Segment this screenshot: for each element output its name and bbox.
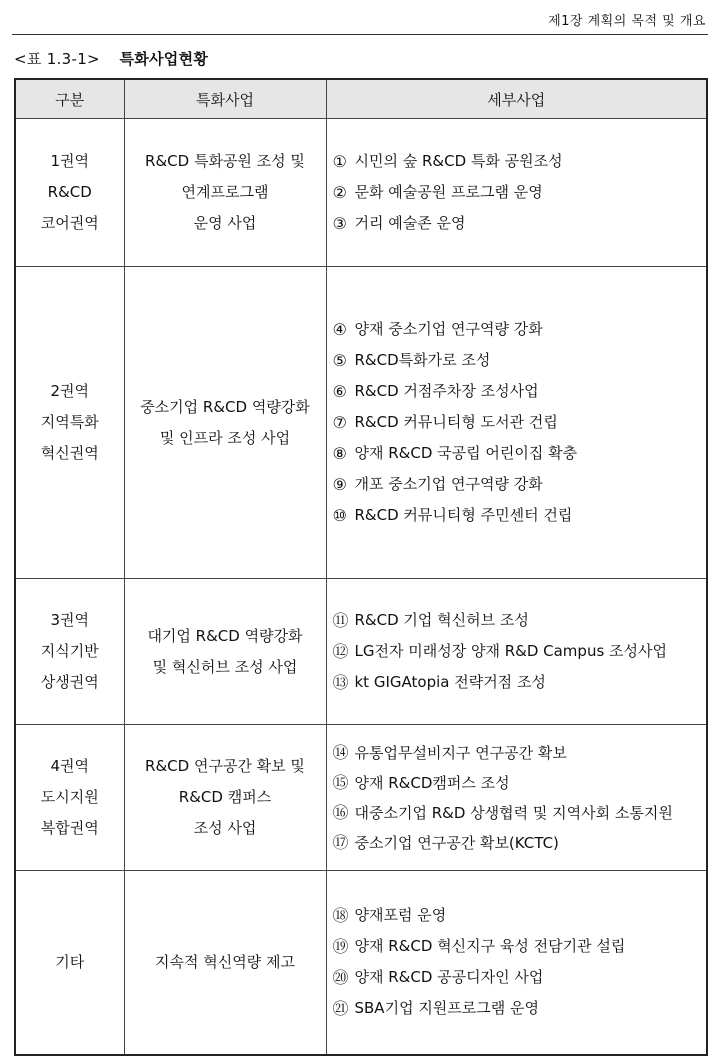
region-line: 3권역 xyxy=(50,611,90,629)
region-line: 2권역 xyxy=(50,382,90,400)
table-title: 특화사업현황 xyxy=(119,50,209,68)
detail-item xyxy=(333,177,707,208)
item-number: ⑨ xyxy=(332,475,347,494)
region-line: 코어권역 xyxy=(40,214,99,232)
header-detail-business: 세부사업 xyxy=(326,79,707,119)
detail-cell xyxy=(326,725,707,871)
item-text: 대중소기업 R&D 상생협력 및 지역사회 소통지원 xyxy=(354,803,673,822)
table-header-row xyxy=(15,79,707,119)
region-line: 지역특화 xyxy=(40,413,99,431)
item-text: 시민의 숲 R&CD 특화 공원조성 xyxy=(354,152,563,170)
business-cell xyxy=(124,579,326,725)
region-cell xyxy=(15,725,124,871)
detail-item xyxy=(333,469,707,500)
item-number: ⑤ xyxy=(332,351,347,370)
item-text: 양재 R&CD캠퍼스 조성 xyxy=(354,773,510,792)
business-cell xyxy=(124,267,326,579)
region-cell xyxy=(15,267,124,579)
business-line: 연계프로그램 xyxy=(181,183,269,201)
item-number: ⑲ xyxy=(332,937,349,957)
detail-item xyxy=(333,636,707,667)
business-line: 조성 사업 xyxy=(193,819,257,837)
region-cell xyxy=(15,119,124,267)
item-number: ④ xyxy=(332,320,347,339)
region-line: 1권역 xyxy=(50,152,90,170)
item-text: 유통업무설비지구 연구공간 확보 xyxy=(354,743,567,762)
region-line: 4권역 xyxy=(50,757,90,775)
business-cell xyxy=(124,725,326,871)
item-number: ⑪ xyxy=(332,611,349,630)
business-line: R&CD 캠퍼스 xyxy=(178,788,272,806)
item-text: 거리 예술존 운영 xyxy=(354,214,466,232)
item-text: 양재 R&CD 국공립 어린이집 확충 xyxy=(354,444,578,462)
detail-cell xyxy=(326,871,707,1055)
item-text: 양재 R&CD 공공디자인 사업 xyxy=(354,968,544,987)
item-number: ① xyxy=(332,152,347,171)
detail-item xyxy=(333,667,707,698)
item-number: ② xyxy=(332,183,347,202)
item-text: R&CD특화가로 조성 xyxy=(354,351,491,369)
special-business-table xyxy=(14,78,708,1056)
region-cell xyxy=(15,579,124,725)
item-text: SBA기업 지원프로그램 운영 xyxy=(354,999,540,1018)
item-text: R&CD 거점주차장 조성사업 xyxy=(354,382,539,400)
detail-item xyxy=(333,962,707,993)
item-number: ⑳ xyxy=(332,968,349,988)
item-number: ⑦ xyxy=(332,413,347,432)
table-number: <표 1.3-1> xyxy=(14,50,100,68)
business-line: 대기업 R&CD 역량강화 xyxy=(147,626,303,645)
table-row xyxy=(15,725,707,871)
header-category: 구분 xyxy=(15,79,124,119)
item-number: ⑮ xyxy=(332,772,349,792)
business-cell xyxy=(124,119,326,267)
detail-item xyxy=(333,208,707,239)
header-divider xyxy=(12,34,708,35)
detail-item xyxy=(333,900,707,931)
business-line: R&CD 연구공간 확보 및 xyxy=(145,757,305,775)
item-number: ③ xyxy=(332,214,347,233)
business-line: R&CD 특화공원 조성 및 xyxy=(145,152,305,170)
table-row xyxy=(15,871,707,1055)
item-number: ⑫ xyxy=(332,642,349,661)
item-number: ⑭ xyxy=(332,742,349,762)
header-special-business: 특화사업 xyxy=(124,79,326,119)
item-text: 문화 예술공원 프로그램 운영 xyxy=(354,183,543,201)
detail-item xyxy=(333,798,707,828)
region-line: R&CD xyxy=(47,183,92,201)
detail-item xyxy=(333,993,707,1024)
detail-cell xyxy=(326,579,707,725)
detail-item xyxy=(333,768,707,798)
detail-item xyxy=(333,931,707,962)
business-line: 및 혁신허브 조성 사업 xyxy=(152,657,298,676)
item-text: 개포 중소기업 연구역량 강화 xyxy=(354,475,543,493)
table-row xyxy=(15,267,707,579)
item-number: ⑩ xyxy=(332,506,347,525)
item-number: ⑯ xyxy=(332,802,349,822)
detail-item xyxy=(333,828,707,858)
detail-cell xyxy=(326,267,707,579)
item-number: ⑬ xyxy=(332,673,349,692)
region-line: 혁신권역 xyxy=(40,444,99,462)
item-text: LG전자 미래성장 양재 R&D Campus 조성사업 xyxy=(354,642,667,660)
region-line: 지식기반 xyxy=(40,642,99,660)
business-line: 운영 사업 xyxy=(193,214,257,232)
detail-item xyxy=(333,407,707,438)
item-number: ⑧ xyxy=(332,444,347,463)
running-header: 제1장 계획의 목적 및 개요 xyxy=(548,14,706,29)
region-line: 상생권역 xyxy=(40,673,99,691)
business-line: 및 인프라 조성 사업 xyxy=(159,428,291,447)
table-row xyxy=(15,579,707,725)
item-text: R&CD 커뮤니티형 주민센터 건립 xyxy=(354,506,573,524)
item-text: 양재 중소기업 연구역량 강화 xyxy=(354,320,543,338)
detail-cell xyxy=(326,119,707,267)
region-cell xyxy=(15,871,124,1055)
table-row xyxy=(15,119,707,267)
item-number: ⑥ xyxy=(332,382,347,401)
region-line: 기타 xyxy=(55,952,85,971)
business-line: 지속적 혁신역량 제고 xyxy=(155,952,295,971)
item-text: R&CD 커뮤니티형 도서관 건립 xyxy=(354,413,558,431)
region-line: 도시지원 xyxy=(40,788,99,806)
business-cell xyxy=(124,871,326,1055)
detail-item xyxy=(333,376,707,407)
detail-item xyxy=(333,146,707,177)
item-number: ⑱ xyxy=(332,906,349,926)
detail-item xyxy=(333,605,707,636)
business-line: 중소기업 R&CD 역량강화 xyxy=(140,397,310,416)
item-number: ㉑ xyxy=(332,999,349,1019)
region-line: 복합권역 xyxy=(40,819,99,837)
detail-item xyxy=(333,738,707,768)
detail-item xyxy=(333,438,707,469)
detail-item xyxy=(333,345,707,376)
item-text: 중소기업 연구공간 확보(KCTC) xyxy=(354,833,559,852)
detail-item xyxy=(333,314,707,345)
detail-item xyxy=(333,500,707,531)
table-caption xyxy=(14,48,208,69)
item-text: R&CD 기업 혁신허브 조성 xyxy=(354,611,529,629)
item-number: ⑰ xyxy=(332,832,349,852)
item-text: kt GIGAtopia 전략거점 조성 xyxy=(354,673,546,691)
item-text: 양재 R&CD 혁신지구 육성 전담기관 설립 xyxy=(354,937,626,956)
item-text: 양재포럼 운영 xyxy=(354,906,447,925)
